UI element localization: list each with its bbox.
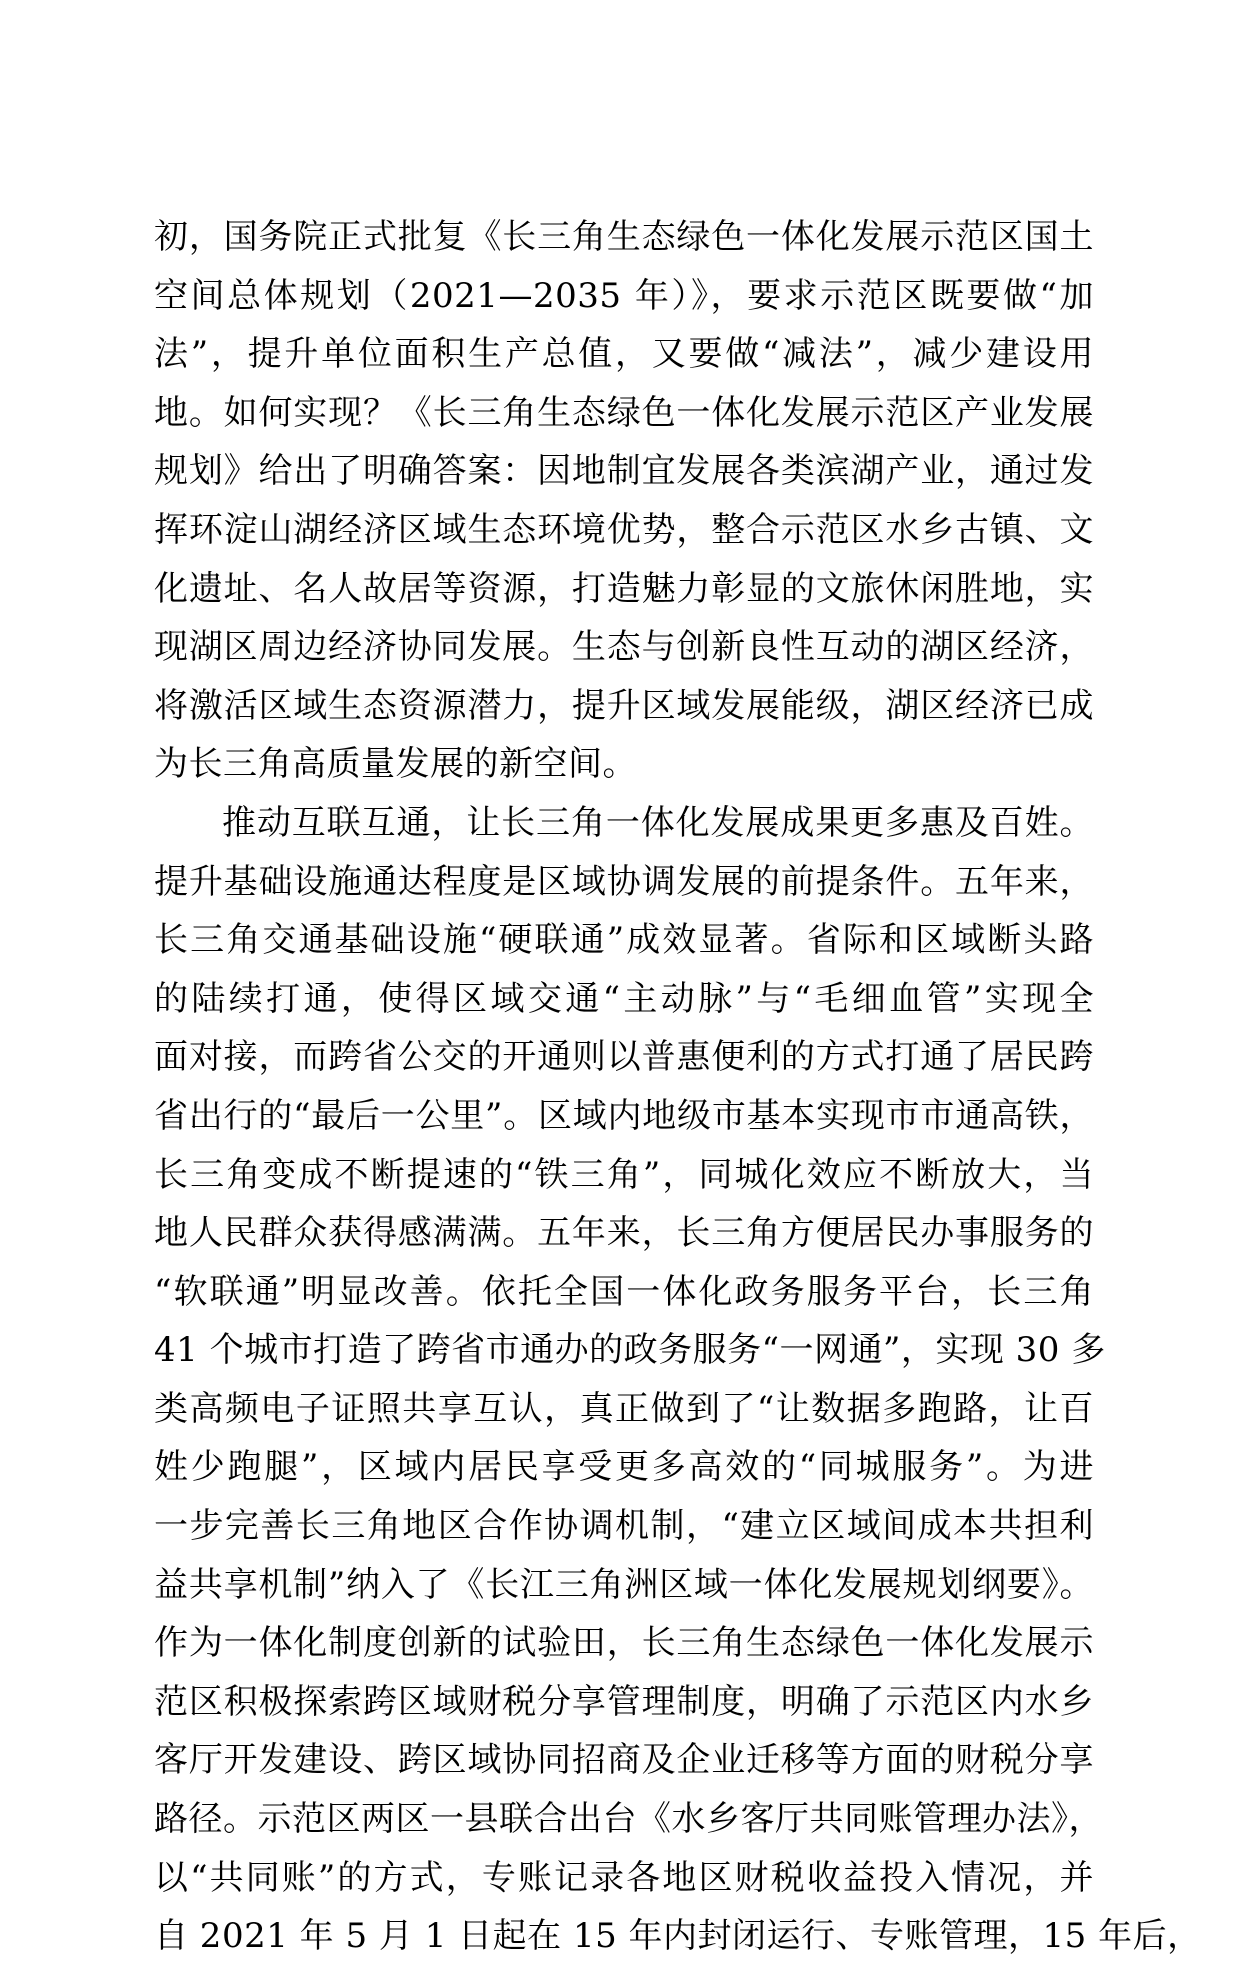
text-line: 益共享机制”纳入了《长江三角洲区域一体化发展规划纲要》。 — [154, 1564, 1094, 1605]
text-line: 省出行的“最后一公里”。区域内地级市基本实现市市通高铁， — [154, 1095, 1094, 1136]
text-line: 面对接，而跨省公交的开通则以普惠便利的方式打通了居民跨 — [154, 1037, 1094, 1078]
paragraph-first-line: 推动互联互通，让长三角一体化发展成果更多惠及百姓。 — [222, 802, 1094, 843]
text-line: 自 2021 年 5 月 1 日起在 15 年内封闭运行、专账管理，15 年后， — [154, 1916, 1202, 1957]
text-line: 规划》给出了明确答案：因地制宜发展各类滨湖产业，通过发 — [154, 451, 1094, 492]
text-line: 现湖区周边经济协同发展。生态与创新良性互动的湖区经济， — [154, 627, 1094, 668]
text-line: 提升基础设施通达程度是区域协调发展的前提条件。五年来， — [154, 861, 1094, 902]
text-line: 地人民群众获得感满满。五年来，长三角方便居民办事服务的 — [154, 1213, 1094, 1254]
text-line: 为长三角高质量发展的新空间。 — [154, 744, 637, 785]
text-line: 地。如何实现？《长三角生态绿色一体化发展示范区产业发展 — [154, 392, 1094, 433]
text-line: 长三角交通基础设施“硬联通”成效显著。省际和区域断头路 — [154, 920, 1094, 961]
text-line: 范区积极探索跨区域财税分享管理制度，明确了示范区内水乡 — [154, 1681, 1094, 1722]
text-line: 法”，提升单位面积生产总值，又要做“减法”，减少建设用 — [154, 334, 1094, 375]
text-line: 初，国务院正式批复《长三角生态绿色一体化发展示范区国土 — [154, 217, 1094, 257]
text-line: 的陆续打通，使得区域交通“主动脉”与“毛细血管”实现全 — [154, 978, 1094, 1019]
text-line: 空间总体规划（2021—2035 年）》，要求示范区既要做“加 — [154, 275, 1094, 316]
text-line: 姓少跑腿”，区域内居民享受更多高效的“同城服务”。为进 — [154, 1447, 1094, 1488]
text-line: 长三角变成不断提速的“铁三角”，同城化效应不断放大，当 — [154, 1154, 1094, 1195]
text-line: 41 个城市打造了跨省市通办的政务服务“一网通”，实现 30 多 — [154, 1330, 1106, 1371]
text-line: 类高频电子证照共享互认，真正做到了“让数据多跑路，让百 — [154, 1388, 1094, 1429]
text-line: 将激活区域生态资源潜力，提升区域发展能级，湖区经济已成 — [154, 685, 1094, 726]
text-line: 作为一体化制度创新的试验田，长三角生态绿色一体化发展示 — [154, 1623, 1094, 1664]
text-line: 一步完善长三角地区合作协调机制，“建立区域间成本共担利 — [154, 1506, 1094, 1547]
text-line: 以“共同账”的方式，专账记录各地区财税收益投入情况，并 — [154, 1857, 1094, 1898]
text-line: 客厅开发建设、跨区域协同招商及企业迁移等方面的财税分享 — [154, 1740, 1094, 1781]
text-line: “软联通”明显改善。依托全国一体化政务服务平台，长三角 — [154, 1271, 1094, 1312]
text-line: 化遗址、名人故居等资源，打造魅力彰显的文旅休闲胜地，实 — [154, 568, 1094, 609]
body-text — [154, 208, 1202, 1966]
text-line: 路径。示范区两区一县联合出台《水乡客厅共同账管理办法》， — [154, 1799, 1103, 1840]
text-line: 挥环淀山湖经济区域生态环境优势，整合示范区水乡古镇、文 — [154, 509, 1094, 550]
